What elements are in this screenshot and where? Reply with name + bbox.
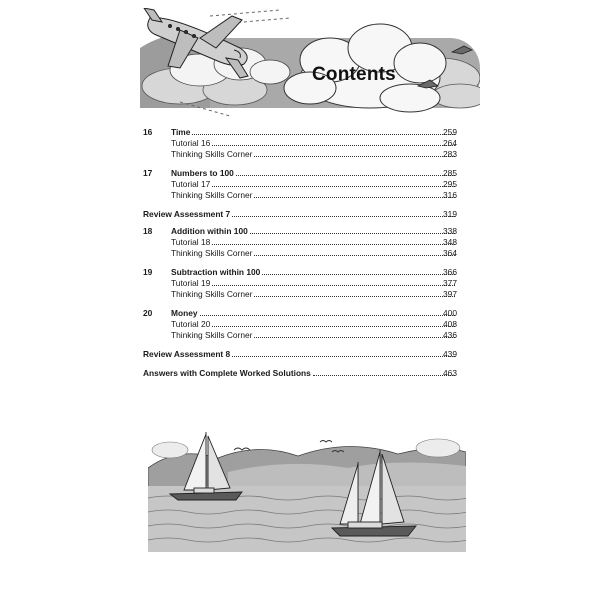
toc-entry-title: Review Assessment 8 bbox=[143, 349, 231, 359]
toc-entry-label bbox=[143, 330, 252, 340]
dot-leader bbox=[212, 145, 455, 146]
toc-entry-title: Numbers to 100 bbox=[171, 168, 234, 178]
toc-entry bbox=[143, 208, 457, 219]
toc-page-number: 348 bbox=[443, 237, 457, 247]
dot-leader bbox=[200, 315, 455, 316]
page-title: Contents bbox=[312, 64, 396, 85]
toc-entry-title: Review Assessment 7 bbox=[143, 209, 231, 219]
toc-entry bbox=[143, 307, 457, 318]
toc-entry bbox=[143, 367, 457, 378]
toc-page-number: 285 bbox=[443, 168, 457, 178]
airplane-clouds-illustration bbox=[140, 8, 480, 120]
toc-entry bbox=[143, 266, 457, 277]
toc-page-number: 316 bbox=[443, 190, 457, 200]
toc-entry-label bbox=[143, 267, 260, 277]
toc-entry-title: Thinking Skills Corner bbox=[171, 289, 253, 299]
toc-subentry bbox=[143, 236, 457, 247]
toc-entry-label bbox=[143, 168, 234, 178]
dot-leader bbox=[192, 134, 455, 135]
toc-subentry bbox=[143, 318, 457, 329]
toc-entry-title: Thinking Skills Corner bbox=[171, 149, 253, 159]
toc-entry-title: Tutorial 20 bbox=[171, 319, 211, 329]
toc-page-number: 439 bbox=[443, 349, 457, 359]
dot-leader bbox=[212, 244, 455, 245]
toc-chapter-number: 20 bbox=[143, 308, 153, 318]
toc-page-number: 319 bbox=[443, 209, 457, 219]
toc-page-number: 295 bbox=[443, 179, 457, 189]
toc-subentry bbox=[143, 329, 457, 340]
toc-entry-title: Tutorial 16 bbox=[171, 138, 211, 148]
toc-page-number: 264 bbox=[443, 138, 457, 148]
dot-leader bbox=[254, 296, 455, 297]
toc-subentry bbox=[143, 148, 457, 159]
toc-entry-label bbox=[143, 289, 252, 299]
dot-leader bbox=[212, 326, 455, 327]
dot-leader bbox=[254, 255, 455, 256]
toc-subentry bbox=[143, 137, 457, 148]
toc-subentry bbox=[143, 288, 457, 299]
toc-subentry bbox=[143, 189, 457, 200]
toc-entry-title: Time bbox=[171, 127, 191, 137]
toc-entry-title: Money bbox=[171, 308, 198, 318]
toc-entry-label bbox=[143, 349, 230, 359]
toc-entry-label bbox=[143, 149, 252, 159]
toc-entry-label bbox=[143, 138, 210, 148]
toc-entry-title: Subtraction within 100 bbox=[171, 267, 261, 277]
dot-leader bbox=[262, 274, 455, 275]
toc-subentry bbox=[143, 178, 457, 189]
sailboats-illustration bbox=[148, 428, 466, 552]
toc-entry-label bbox=[143, 226, 248, 236]
dot-leader bbox=[232, 216, 455, 217]
toc-page-number: 366 bbox=[443, 267, 457, 277]
toc-entry-label bbox=[143, 127, 190, 137]
dot-leader bbox=[254, 156, 455, 157]
dot-leader bbox=[254, 337, 455, 338]
toc-entry-title: Addition within 100 bbox=[171, 226, 248, 236]
dot-leader bbox=[250, 233, 455, 234]
toc-entry-label bbox=[143, 190, 252, 200]
toc-entry-title: Tutorial 17 bbox=[171, 179, 211, 189]
toc-entry-label bbox=[143, 179, 210, 189]
dot-leader bbox=[236, 175, 455, 176]
toc-entry-label bbox=[143, 278, 210, 288]
toc-page-number: 436 bbox=[443, 330, 457, 340]
toc-entry-label bbox=[143, 209, 230, 219]
toc-page-number: 463 bbox=[443, 368, 457, 378]
toc-chapter-number: 17 bbox=[143, 168, 153, 178]
toc-subentry bbox=[143, 277, 457, 288]
dot-leader bbox=[232, 356, 455, 357]
toc-entry-title: Thinking Skills Corner bbox=[171, 190, 253, 200]
toc-entry-label bbox=[143, 308, 198, 318]
toc-entry-label bbox=[143, 248, 252, 258]
toc-page-number: 364 bbox=[443, 248, 457, 258]
toc-entry-title: Tutorial 18 bbox=[171, 237, 211, 247]
toc-page-number: 283 bbox=[443, 149, 457, 159]
toc-subentry bbox=[143, 247, 457, 258]
toc-entry-title: Thinking Skills Corner bbox=[171, 248, 253, 258]
toc-page-number: 259 bbox=[443, 127, 457, 137]
toc-page-number: 377 bbox=[443, 278, 457, 288]
toc-page-number: 397 bbox=[443, 289, 457, 299]
toc-entry bbox=[143, 348, 457, 359]
toc-page-number: 408 bbox=[443, 319, 457, 329]
toc-entry-label bbox=[143, 237, 210, 247]
toc-entry bbox=[143, 126, 457, 137]
toc-entry-title: Thinking Skills Corner bbox=[171, 330, 253, 340]
toc-page-number: 400 bbox=[443, 308, 457, 318]
dot-leader bbox=[254, 197, 455, 198]
toc-entry bbox=[143, 225, 457, 236]
toc-entry-label bbox=[143, 319, 210, 329]
toc-entry bbox=[143, 167, 457, 178]
dot-leader bbox=[212, 285, 455, 286]
toc-entry-label bbox=[143, 368, 311, 378]
toc-entry-title: Answers with Complete Worked Solutions bbox=[143, 368, 311, 378]
dot-leader bbox=[212, 186, 455, 187]
toc-chapter-number: 16 bbox=[143, 127, 153, 137]
toc-entry-title: Tutorial 19 bbox=[171, 278, 211, 288]
toc-chapter-number: 19 bbox=[143, 267, 153, 277]
toc-chapter-number: 18 bbox=[143, 226, 153, 236]
toc-page-number: 338 bbox=[443, 226, 457, 236]
